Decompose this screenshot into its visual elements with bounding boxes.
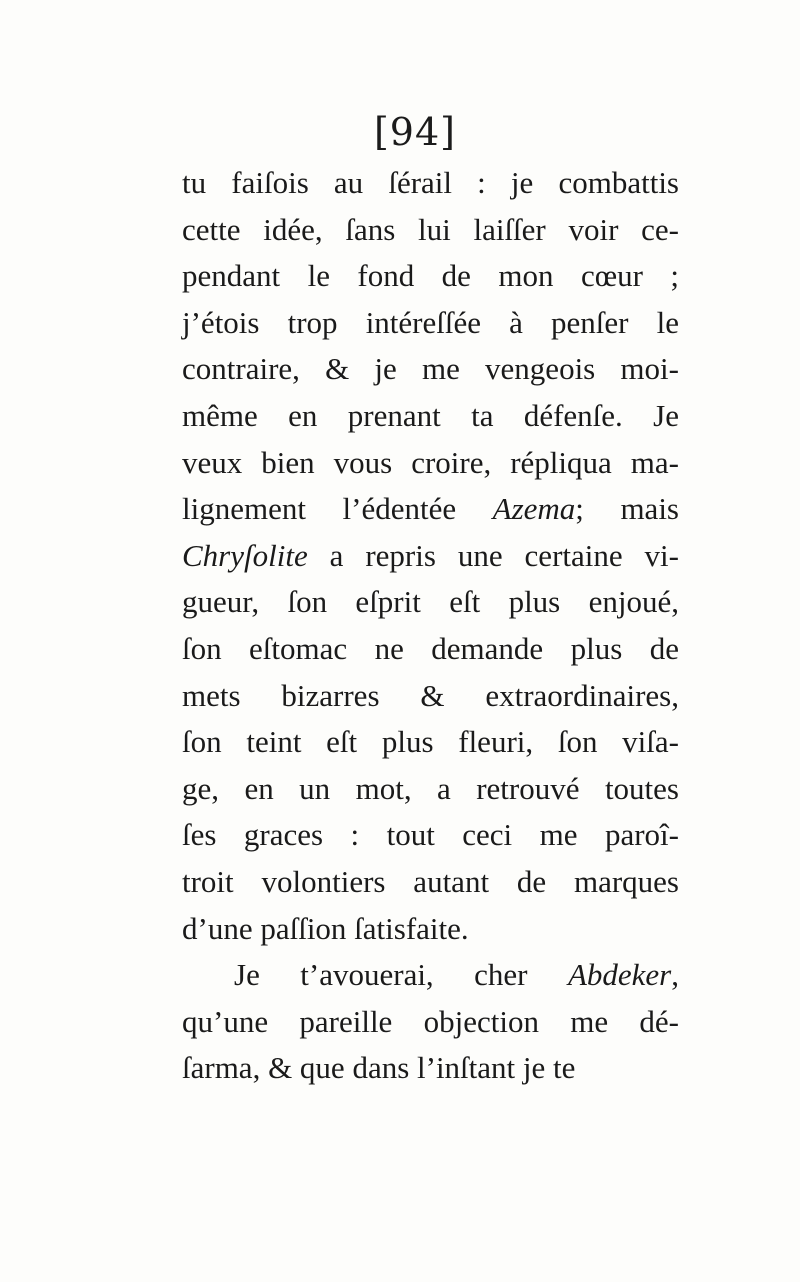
text-run: d’une paſſion ſatisfaite. [182, 910, 469, 946]
text-line [182, 207, 679, 254]
text-run: troit volontiers autant de marques [182, 863, 679, 899]
text-run: lignement l’édentée [182, 491, 493, 527]
page-number: [94] [373, 110, 456, 154]
text-line [182, 812, 679, 859]
italic-name: Abdeker [567, 957, 672, 993]
text-run: ſon teint eſt plus fleuri, ſon viſa- [182, 724, 679, 760]
text-run: ſes graces : tout ceci me paroî- [182, 817, 679, 853]
text-line [182, 393, 679, 440]
text-run: mets bizarres & extraordinaires, [182, 677, 679, 713]
paragraph [182, 160, 679, 952]
text-run: veux bien vous croire, répliqua ma- [182, 444, 679, 480]
text-run: j’étois trop intéreſſée à penſer le [182, 304, 679, 340]
text-line [182, 300, 679, 347]
text-run: gueur, ſon eſprit eſt plus enjoué, [182, 584, 679, 620]
text-run: , [671, 957, 679, 993]
text-line [182, 766, 679, 813]
text-run: Je t’avouerai, cher [234, 957, 568, 993]
text-run: a repris une certaine vi- [307, 537, 679, 573]
text-run: ; mais [575, 491, 679, 527]
text-run: qu’une pareille objection me dé- [182, 1003, 679, 1039]
text-run: même en prenant ta défenſe. Je [182, 397, 679, 433]
text-line [182, 440, 679, 487]
text-line [182, 952, 679, 999]
text-line [182, 999, 679, 1046]
text-line [182, 253, 679, 300]
text-line [182, 160, 679, 207]
text-line [182, 579, 679, 626]
text-line [182, 719, 679, 766]
text-run: ge, en un mot, a retrouvé toutes [182, 770, 679, 806]
text-line [182, 626, 679, 673]
text-run: pendant le fond de mon cœur ; [182, 258, 679, 294]
text-line [182, 859, 679, 906]
text-line [182, 673, 679, 720]
paragraph [182, 952, 679, 1092]
italic-name: Chryſolite [182, 537, 308, 573]
text-run: contraire, & je me vengeois moi- [182, 351, 679, 387]
text-line [182, 906, 679, 953]
page-text [182, 160, 679, 1092]
text-run: ſarma, & que dans l’inſtant je te [182, 1050, 576, 1086]
text-line [182, 1045, 679, 1092]
text-line [182, 346, 679, 393]
text-line [182, 486, 679, 533]
italic-name: Azema [492, 491, 576, 527]
text-line [182, 533, 679, 580]
text-run: tu faiſois au ſérail : je combattis [182, 165, 679, 200]
text-run: ſon eſtomac ne demande plus de [182, 630, 679, 666]
text-run: cette idée, ſans lui laiſſer voir ce- [182, 211, 679, 247]
